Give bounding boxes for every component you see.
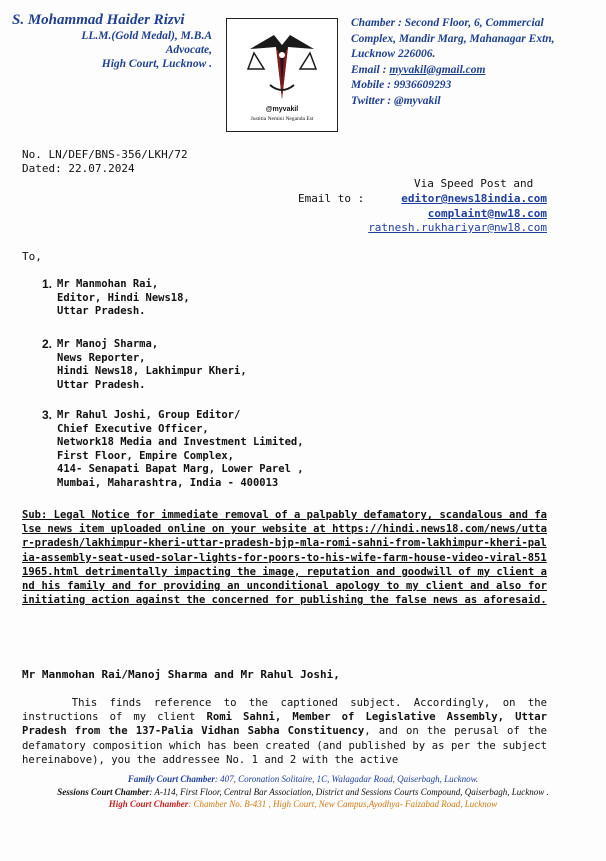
recipient-email-3[interactable]: ratnesh.rukhariyar@nw18.com xyxy=(368,221,547,234)
addressee-line: Mumbai, Maharashtra, India - 400013 xyxy=(57,476,279,489)
chamber-line-2: Complex, Mandir Marg, Mahanagar Extn, xyxy=(351,32,555,45)
recipient-emails xyxy=(368,192,547,236)
myvakil-logo xyxy=(226,18,338,132)
high-court-label: High Court Chamber xyxy=(108,799,189,809)
client-name-bold: Romi Sahni, Member of Legislative Assembly, Uttar Pradesh from the 137-Palia Vidhan Sabha Constituency xyxy=(22,711,547,738)
logo-handle: @myvakil xyxy=(265,106,299,113)
advocate-court: High Court, Lucknow . xyxy=(101,58,212,70)
recipient-email-1[interactable]: editor@news18india.com xyxy=(401,192,547,205)
addressee-line: Editor, Hindi News18, xyxy=(57,291,190,304)
addressee-line: Chief Executive Officer, xyxy=(57,422,209,435)
to-label: To, xyxy=(22,250,42,263)
reference-number: No. LN/DEF/BNS-356/LKH/72 xyxy=(22,148,188,161)
addressee-line: Mr Manmohan Rai, xyxy=(57,278,159,290)
subject-line: Sub: Legal Notice for immediate removal of a palpably defamatory, scandalous and false news item uploaded online on your website at https://hindi.news18.com/news/uttar-pradesh/lakhimpur-kheri-uttar-pradesh-bjp-mla-romi-sahni-from-lakhimpur-kheri-palia-assembly-seat-used-solar-lights-for-poors-to-his-wife-farm-house-video-viral-8511965.html detrimentally impacting the image, reputation and goodwill of my client and his family and for providing an unconditional apology to my client and also for initiating action against the concerned for publishing the false news as aforesaid. xyxy=(22,509,547,607)
addressee-line: Hindi News18, Lakhimpur Kheri, xyxy=(57,365,247,377)
addressee-line: Uttar Pradesh. xyxy=(57,305,146,317)
addressee-line: Network18 Media and Investment Limited, xyxy=(57,436,304,448)
contact-twitter: Twitter : @myvakil xyxy=(351,94,441,107)
addressee-number: 1. xyxy=(42,277,53,291)
addressee-number: 3. xyxy=(42,408,53,422)
body-text-a: This finds reference to the captioned subject. Accordingly, on the instructions of my client xyxy=(22,697,548,724)
family-court-chamber xyxy=(0,773,606,786)
advocate-qualification: LL.M.(Gold Medal), M.B.A xyxy=(81,30,212,42)
email-to-label: Email to : xyxy=(298,192,365,205)
email-link[interactable]: myvakil@gmail.com xyxy=(389,63,486,76)
sessions-court-address: : A-114, First Floor, Central Bar Association, District and Sessions Courts Compound, Qaiserbagh, Lucknow . xyxy=(149,786,549,797)
high-court-address: : Chamber No. B-431 , High Court, New Campus,Ayodhya- Faizabad Road, Lucknow xyxy=(188,799,498,809)
email-label: Email : xyxy=(351,63,390,76)
chamber-details xyxy=(351,16,601,109)
reference-block xyxy=(22,148,188,176)
dispatch-mode: Via Speed Post and xyxy=(414,177,534,190)
body-text-b: , and on the perusal of the defamatory composition which has been created (and published by as per the subject hereinabove), you the addressee No. 1 and 2 with the active xyxy=(22,725,547,766)
logo-motto: Justitia Nemini Neganda Est xyxy=(250,116,314,122)
reference-date: Dated: 22.07.2024 xyxy=(22,162,135,175)
high-court-chamber xyxy=(0,798,606,811)
addressee-line: Uttar Pradesh. xyxy=(57,378,146,391)
advocate-details xyxy=(12,12,212,71)
addressee-line: First Floor, Empire Complex, xyxy=(57,449,235,462)
sessions-court-chamber xyxy=(0,786,606,799)
chamber-line-3: Lucknow 226006. xyxy=(351,48,436,60)
addressee-line: Mr Manoj Sharma, xyxy=(57,338,159,350)
addressee-line: 414- Senapati Bapat Marg, Lower Parel , xyxy=(57,463,304,475)
chamber-line-1: Chamber : Second Floor, 6, Commercial xyxy=(351,17,544,29)
body-paragraph xyxy=(22,696,547,767)
contact-mobile: Mobile : 9936609293 xyxy=(351,79,452,91)
footer-chambers xyxy=(0,773,606,811)
contact-email xyxy=(351,63,601,79)
advocate-title: Advocate, xyxy=(165,44,212,56)
advocate-name: S. Mohammad Haider Rizvi xyxy=(12,12,185,28)
addressee-line: Mr Rahul Joshi, Group Editor/ xyxy=(57,409,241,421)
scales-pen-icon xyxy=(244,25,320,105)
recipient-email-2[interactable]: complaint@nw18.com xyxy=(427,206,547,220)
addressee-line: News Reporter, xyxy=(57,351,146,364)
addressee-number: 2. xyxy=(42,337,53,351)
sessions-court-label: Sessions Court Chamber xyxy=(57,786,150,797)
family-court-address: : 407, Coronation Solitaire, 1C, Walagadar Road, Qaiserbagh, Lucknow. xyxy=(214,774,479,784)
family-court-label: Family Court Chamber xyxy=(127,774,215,784)
salutation: Mr Manmohan Rai/Manoj Sharma and Mr Rahul Joshi, xyxy=(22,668,340,681)
